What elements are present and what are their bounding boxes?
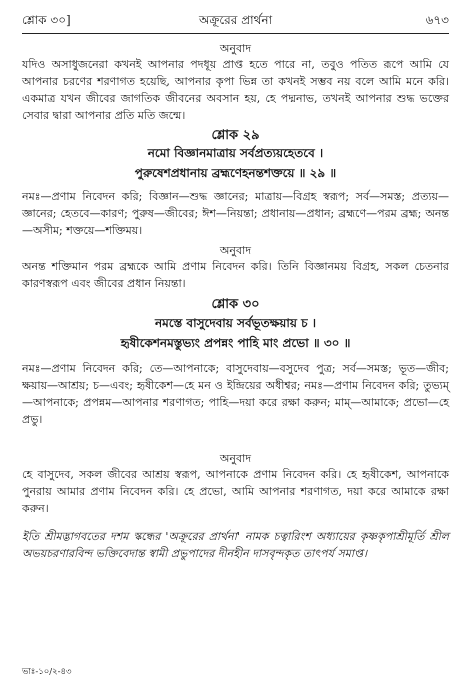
chapter-closing-note: ইতি শ্রীমদ্ভাগবতের দশম স্কন্ধের 'অক্রূরের প্রার্থনা' নামক চত্বারিংশ অধ্যায়ের কৃষ্ণকৃপাশ্রীমূর্তি শ্রীল অভয়চরণারবিন্দ ভক্তিবেদান্ত স্বামী প্রভুপাদের দীনহীন দাসবৃন্দকৃত তাৎপর্য সমাপ্ত। <box>22 530 449 560</box>
verse-29-title: শ্লোক ২৯ <box>211 128 260 143</box>
translation-label-1: অনুবাদ <box>219 42 252 55</box>
verse-29-line-1: নমো বিজ্ঞানমাত্রায় সর্বপ্রত্যয়হেতবে । <box>147 146 324 160</box>
verse-30-translation-label: অনুবাদ <box>219 452 252 465</box>
verse-29-line-2: পুরুষেশপ্রধানায় ব্রহ্মণেহনন্তশক্তয়ে ॥ ২৯ ॥ <box>134 166 337 180</box>
verse-30-translation: হে বাসুদেব, সকল জীবের আশ্রয় স্বরূপ, আপনাকে প্রণাম নিবেদন করি। হে হৃষীকেশ, আপনাকে পুনরায় আমার প্রণাম নিবেদন করি। হে প্রভো, আমি আপনার শরণাগত, দয়া করে আমাকে রক্ষা করুন। <box>22 468 449 515</box>
verse-29-translation: অনন্ত শক্তিমান পরম ব্রহ্মকে আমি প্রণাম নিবেদন করি। তিনি বিজ্ঞানময় বিগ্রহ, সকল চেতনার কারণস্বরূপ এবং জীবের প্রধান নিয়ন্তা। <box>22 260 449 290</box>
header-page-number: ৬৭৩ <box>425 13 449 27</box>
header-verse-ref: শ্লোক ৩০] <box>22 13 71 27</box>
page-header <box>22 10 449 32</box>
header-rule <box>22 33 449 34</box>
signature-mark: ভাঃ-১০/২-৪৩ <box>22 667 72 677</box>
translation-paragraph-1: যদিও অসাধুজনেরা কখনই আপনার পদধূয় প্রাপ্ত হতে পারে না, তবুও পতিত রূপে আমি যে আপনার চরণের শরণাগত হয়েছি, আপনার কৃপা ভিন্ন তা কখনই সম্ভব নয় বলে আমি মনে করি। একমাত্র যখন জীবের জাগতিক জীবনের অবসান হয়, হে পদ্মনাভ, তখনই আপনার শুদ্ধ ভক্তের সেবার দ্বারা আপনার প্রতি মতি জন্মে। <box>22 58 449 122</box>
verse-29-translation-label: অনুবাদ <box>219 244 252 257</box>
verse-30-title: শ্লোক ৩০ <box>211 297 260 312</box>
verse-30-line-1: নমস্তে বাসুদেবায় সর্বভূতক্ষয়ায় চ । <box>154 316 317 330</box>
verse-30-synonyms: নমঃ—প্রণাম নিবেদন করি; তে—আপনাকে; বাসুদেবায়—বসুদেব পুত্র; সর্ব—সমস্ত; ভূত—জীব; ক্ষয়ায়—আশ্রয়; চ—এবং; হৃষীকেশ—হে মন ও ইন্দ্রিয়ের অধীশ্বর; নমঃ—প্রণাম নিবেদন করি; তুভ্যম্—আপনাকে; প্রপন্নম—আপনার শরণাগত; পাহি—দয়া করে রক্ষা করুন; মাম্—আমাকে; প্রভো—হে প্রভু। <box>22 362 449 426</box>
verse-29-synonyms: নমঃ—প্রণাম নিবেদন করি; বিজ্ঞান—শুদ্ধ জ্ঞানের; মাত্রায়—বিগ্রহ স্বরূপ; সর্ব—সমস্ত; প্রত্যয়—জ্ঞানের; হেতবে—কারণ; পুরুষ—জীবের; ঈশ—নিয়ন্তা; প্রধানায়—প্রধান; ব্রহ্মণে—পরম ব্রহ্ম; অনন্ত—অসীম; শক্তয়ে—শক্তিময়। <box>22 190 449 237</box>
header-chapter-title: অক্রূরের প্রার্থনা <box>198 13 273 27</box>
verse-30-line-2: হৃষীকেশনমস্তুভ্যং প্রপন্নং পাহি মাং প্রভো ॥ ৩০ ॥ <box>120 336 351 350</box>
